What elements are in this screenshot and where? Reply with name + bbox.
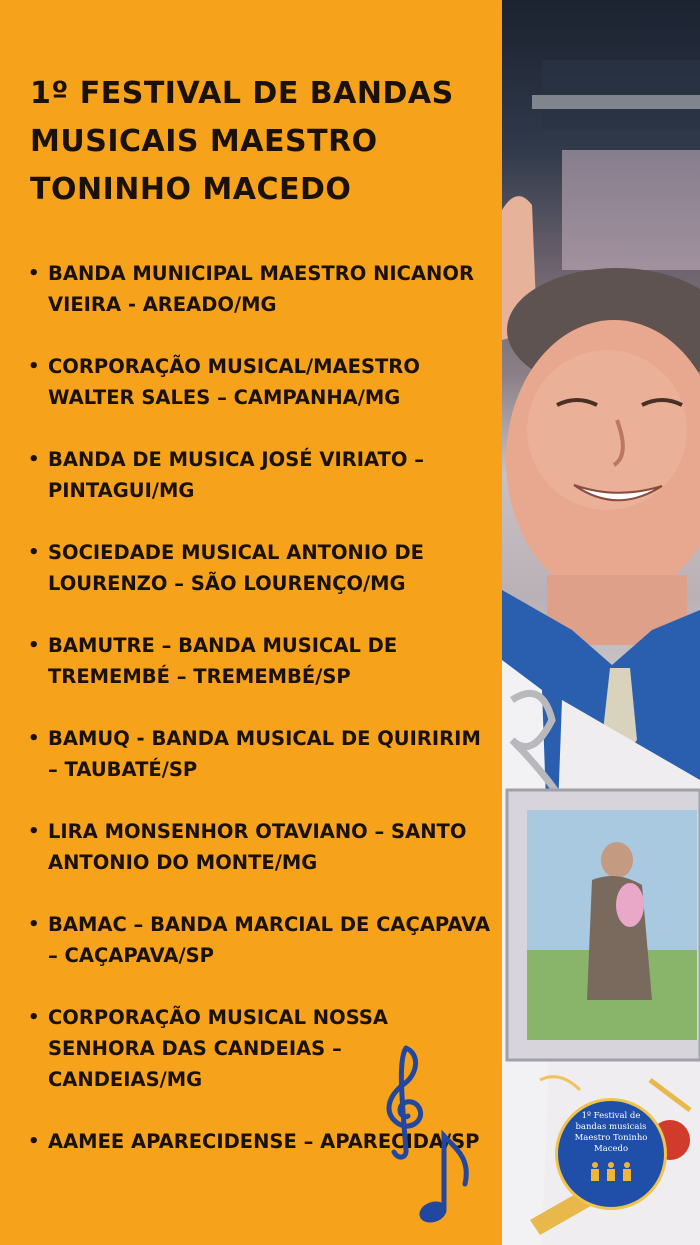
eighth-note-icon	[415, 1128, 475, 1228]
band-name: BAMUTRE – BANDA MUSICAL DE TREMEMBÉ – TREMEMBÉ/SP	[48, 634, 398, 688]
bullet-icon: •	[28, 542, 40, 563]
bullet-icon: •	[28, 1007, 40, 1028]
logo-text: 1º Festival de bandas musicais Maestro Toninho Macedo	[574, 1111, 648, 1154]
band-name: BAMUQ - BANDA MUSICAL DE QUIRIRIM – TAUBATÉ/SP	[48, 727, 481, 781]
band-name: LIRA MONSENHOR OTAVIANO – SANTO ANTONIO DO MONTE/MG	[48, 820, 467, 874]
band-name: SOCIEDADE MUSICAL ANTONIO DE LOURENZO – SÃO LOURENÇO/MG	[48, 541, 424, 595]
list-item	[26, 723, 496, 785]
list-item	[26, 351, 496, 413]
bullet-icon: •	[28, 635, 40, 656]
festival-logo	[555, 1098, 667, 1210]
musicians-icon	[586, 1161, 636, 1183]
bullet-icon: •	[28, 914, 40, 935]
band-name: AAMEE APARECIDENSE – APARECIDA/SP	[48, 1130, 480, 1153]
bullet-icon: •	[28, 449, 40, 470]
band-name: CORPORAÇÃO MUSICAL/MAESTRO WALTER SALES – CAMPANHA/MG	[48, 355, 420, 409]
list-item	[26, 630, 496, 692]
list-item	[26, 444, 496, 506]
maestro-photo	[502, 0, 700, 1245]
band-name: BANDA DE MUSICA JOSÉ VIRIATO – PINTAGUI/MG	[48, 448, 424, 502]
band-name: BANDA MUNICIPAL MAESTRO NICANOR VIEIRA - AREADO/MG	[48, 262, 474, 316]
maestro-illustration	[502, 0, 700, 1245]
list-item	[26, 816, 496, 878]
band-name: BAMAC – BANDA MARCIAL DE CAÇAPAVA – CAÇAPAVA/SP	[48, 913, 491, 967]
list-item	[26, 909, 496, 971]
band-name: CORPORAÇÃO MUSICAL NOSSA SENHORA DAS CANDEIAS – CANDEIAS/MG	[48, 1006, 389, 1091]
list-item	[26, 258, 496, 320]
bullet-icon: •	[28, 821, 40, 842]
page-title: 1º FESTIVAL DE BANDAS MUSICAIS MAESTRO TONINHO MACEDO	[30, 76, 454, 207]
bullet-icon: •	[28, 728, 40, 749]
bullet-icon: •	[28, 356, 40, 377]
list-item	[26, 537, 496, 599]
bullet-icon: •	[28, 263, 40, 284]
bullet-icon: •	[28, 1131, 40, 1152]
